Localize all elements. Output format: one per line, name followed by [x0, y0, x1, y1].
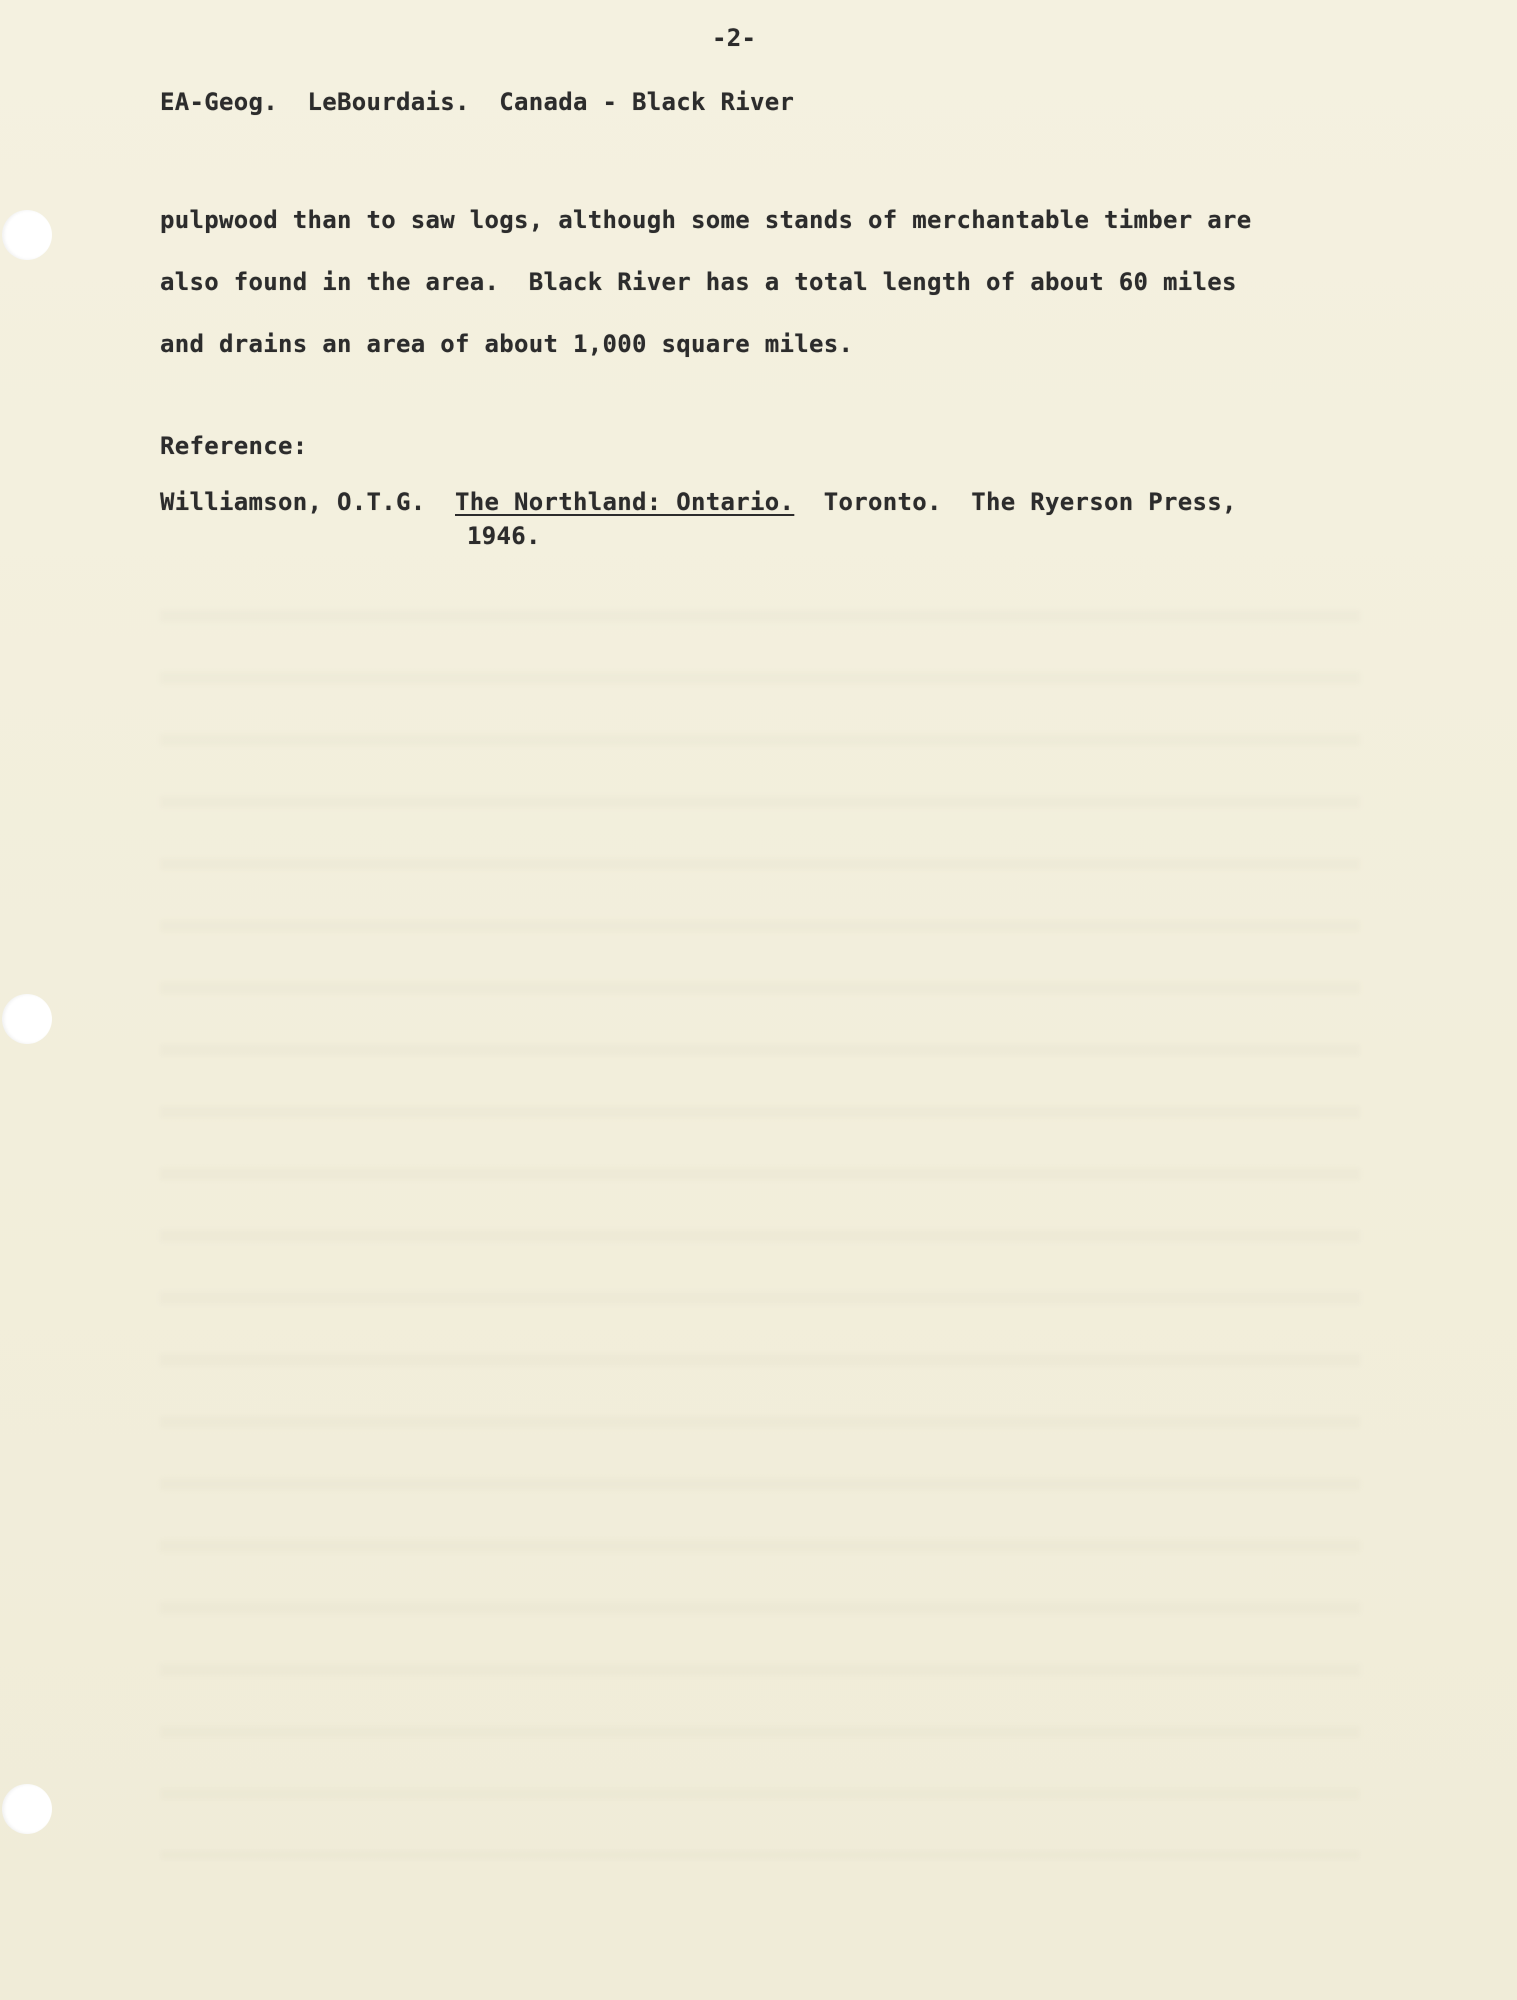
citation-publication: Toronto. The Ryerson Press,	[823, 488, 1237, 516]
citation-year: 1946.	[467, 522, 541, 550]
document-header: EA-Geog. LeBourdais. Canada - Black River	[160, 88, 795, 116]
reference-citation	[160, 488, 1237, 516]
citation-author: Williamson, O.T.G.	[160, 488, 426, 516]
punch-hole	[2, 210, 52, 260]
body-text-line: pulpwood than to saw logs, although some stands of merchantable timber are	[160, 206, 1252, 234]
punch-hole	[2, 1784, 52, 1834]
punch-hole	[2, 994, 52, 1044]
reference-heading: Reference:	[160, 432, 308, 460]
citation-title: The Northland: Ontario.	[455, 488, 795, 516]
page-number: -2-	[712, 24, 757, 52]
reverse-side-show-through	[160, 560, 1360, 1860]
body-text-line: also found in the area. Black River has a total length of about 60 miles	[160, 268, 1237, 296]
body-text-line: and drains an area of about 1,000 square miles.	[160, 330, 854, 358]
